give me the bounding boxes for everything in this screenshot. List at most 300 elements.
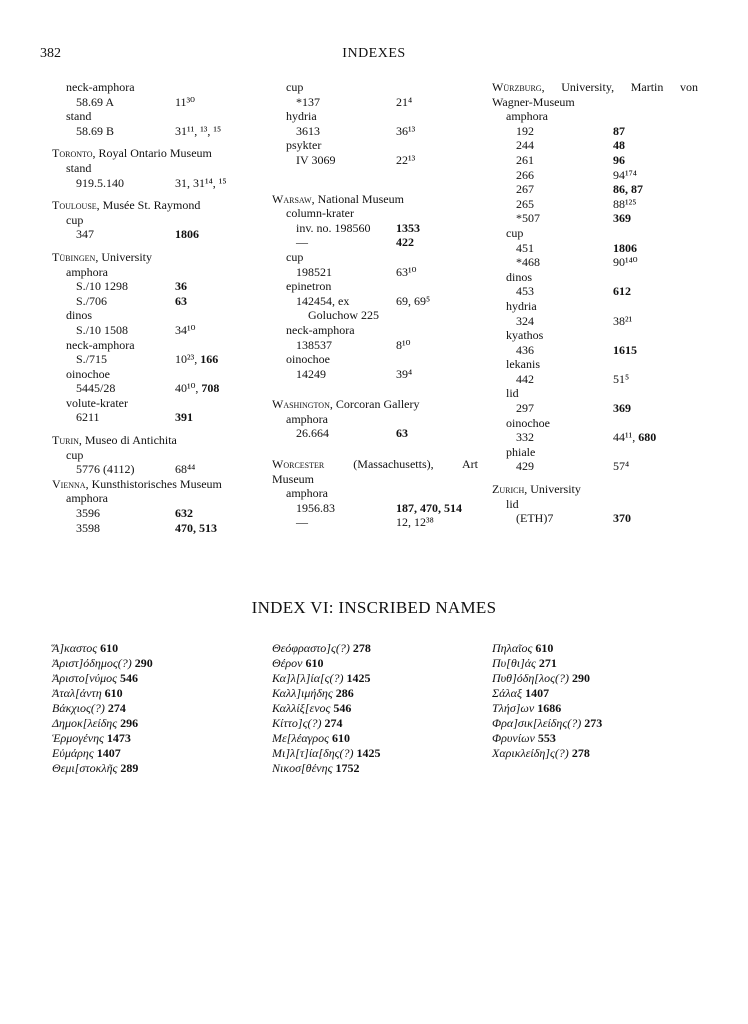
- greek-name: Δημοκ[λείδης: [52, 716, 118, 730]
- entry-label: 3596: [76, 506, 100, 521]
- name-reference: 278: [349, 641, 371, 655]
- entry-label: Würzburg, University, Martin von: [492, 80, 698, 94]
- inventory-entry: [492, 343, 700, 358]
- names-column-3: [492, 641, 602, 761]
- entry-label: *137: [296, 94, 320, 109]
- reference-number: 69, 69⁵: [396, 293, 431, 308]
- collection-heading: [492, 80, 700, 95]
- entry-label: cup: [506, 225, 524, 240]
- reference-number: 1806: [613, 240, 637, 255]
- inventory-entry: [272, 235, 472, 250]
- inventory-entry: [272, 515, 472, 530]
- entry-label: amphora: [286, 411, 328, 426]
- inscribed-name-entry: [272, 671, 381, 686]
- entry-label: amphora: [506, 109, 548, 124]
- vase-type: [52, 213, 258, 228]
- greek-name: Σάλαξ: [492, 686, 523, 700]
- inscribed-name-entry: [272, 686, 381, 701]
- entry-label: 436: [516, 342, 534, 357]
- name-reference: 274: [104, 701, 126, 715]
- entry-label: amphora: [286, 486, 328, 501]
- greek-name: Καλλίξ[ενος: [272, 701, 331, 715]
- entry-label: 451: [516, 240, 534, 255]
- spacer: [272, 168, 472, 176]
- name-reference: 1752: [332, 761, 360, 775]
- entry-label: cup: [286, 249, 304, 264]
- names-column-1: [52, 641, 153, 776]
- reference-number: 11³⁰: [175, 94, 195, 109]
- inscribed-name-entry: [272, 761, 381, 776]
- inscribed-name-entry: [272, 746, 381, 761]
- inventory-entry: [492, 372, 700, 387]
- inventory-entry: [272, 338, 472, 353]
- entry-label: 332: [516, 430, 534, 445]
- reference-number: 38²¹: [613, 313, 633, 328]
- inventory-entry: [52, 294, 258, 309]
- greek-name: Εὐμάρης: [52, 746, 94, 760]
- entry-label: lid: [506, 386, 519, 401]
- collection-heading: [492, 95, 700, 110]
- greek-name: Κίττο]ς(?): [272, 716, 322, 730]
- inventory-entry: [52, 95, 258, 110]
- vase-type: [272, 323, 472, 338]
- inventory-entry: [272, 153, 472, 168]
- inscribed-name-entry: [492, 671, 602, 686]
- entry-label: 324: [516, 313, 534, 328]
- entry-label: 3613: [296, 123, 320, 138]
- greek-name: Πυθ]όδη[λος(?): [492, 671, 569, 685]
- inscribed-name-entry: [52, 641, 153, 656]
- entry-label: Washington, Corcoran Gallery: [272, 397, 420, 412]
- entry-label: 244: [516, 138, 534, 153]
- vase-type: [492, 357, 700, 372]
- greek-name: Τλήσ]ων: [492, 701, 535, 715]
- name-reference: 1407: [93, 746, 121, 760]
- reference-number: 1353: [396, 220, 420, 235]
- spacer: [52, 242, 258, 250]
- inventory-entry: [52, 176, 258, 191]
- inventory-entry: [52, 410, 258, 425]
- entry-label: stand: [66, 109, 92, 124]
- vase-type: [52, 265, 258, 280]
- reference-number: 391: [175, 410, 193, 425]
- inscribed-name-entry: [272, 641, 381, 656]
- vase-type: [52, 448, 258, 463]
- vase-type: [492, 226, 700, 241]
- entry-label: volute-krater: [66, 395, 128, 410]
- inventory-entry: [52, 124, 258, 139]
- inscribed-name-entry: [272, 716, 381, 731]
- reference-number: 31, 31¹⁴, ¹⁵: [175, 175, 227, 190]
- entry-label: 138537: [296, 337, 332, 352]
- greek-name: Πυ[θι]ἀς: [492, 656, 536, 670]
- entry-label: hydria: [506, 298, 537, 313]
- inventory-entry: [52, 506, 258, 521]
- entry-label: S./10 1298: [76, 279, 129, 294]
- entry-label: (ETH)7: [516, 511, 554, 526]
- collection-heading: [52, 198, 258, 213]
- vase-type: [272, 250, 472, 265]
- entry-label: neck-amphora: [66, 337, 135, 352]
- inscribed-name-entry: [492, 731, 602, 746]
- running-title: INDEXES: [342, 46, 406, 61]
- name-reference: 546: [330, 701, 352, 715]
- collection-heading: [52, 146, 258, 161]
- reference-number: 40¹⁰, 708: [175, 381, 220, 396]
- reference-number: 57⁴: [613, 459, 630, 474]
- vase-type: [52, 308, 258, 323]
- reference-number: 612: [613, 284, 631, 299]
- vase-type: [52, 161, 258, 176]
- names-column-2: [272, 641, 381, 776]
- inventory-entry: [52, 381, 258, 396]
- entry-label: lid: [506, 496, 519, 511]
- entry-label: cup: [66, 212, 84, 227]
- greek-name: Μι]λ[τ]ία[δης(?): [272, 746, 354, 760]
- entry-label: lekanis: [506, 357, 540, 372]
- greek-name: Πηλαῖος: [492, 641, 533, 655]
- reference-number: 44¹¹, 680: [613, 430, 657, 445]
- inventory-entry: [492, 255, 700, 270]
- entry-label: Goluchow 225: [308, 308, 379, 323]
- reference-number: 1806: [175, 227, 199, 242]
- museum-column-3: [492, 80, 700, 526]
- inventory-entry: [492, 511, 700, 526]
- vase-type: [492, 497, 700, 512]
- entry-label: cup: [286, 80, 304, 94]
- inventory-entry: [272, 95, 472, 110]
- vase-type: [52, 338, 258, 353]
- reference-number: 63: [175, 293, 187, 308]
- reference-number: 63¹⁰: [396, 264, 417, 279]
- spacer: [52, 425, 258, 433]
- name-reference: 289: [117, 761, 139, 775]
- entry-label: Vienna, Kunsthistorisches Museum: [52, 476, 222, 491]
- reference-number: 470, 513: [175, 520, 217, 535]
- name-reference: 278: [568, 746, 590, 760]
- greek-name: Φρα]σικ[λείδης(?): [492, 716, 582, 730]
- entry-label: Worcester (Massachusetts), Art: [272, 457, 478, 472]
- reference-number: 36: [175, 279, 187, 294]
- name-reference: 290: [569, 671, 590, 685]
- collection-heading: [272, 397, 472, 412]
- inventory-entry: [492, 197, 700, 212]
- entry-label: amphora: [66, 264, 108, 279]
- entry-label: 429: [516, 459, 534, 474]
- entry-label: 5445/28: [76, 381, 116, 396]
- entry-label: neck-amphora: [66, 80, 135, 94]
- reference-number: 86, 87: [613, 182, 643, 197]
- name-reference: 610: [532, 641, 554, 655]
- greek-name: Θεόφραστο]ς(?): [272, 641, 350, 655]
- reference-number: 632: [175, 506, 193, 521]
- reference-number: 36¹³: [396, 123, 416, 138]
- inscribed-name-entry: [492, 656, 602, 671]
- reference-number: 422: [396, 235, 414, 250]
- name-reference: 610: [101, 686, 123, 700]
- greek-name: Θεμι[στοκλῆς: [52, 761, 118, 775]
- entry-label: oinochoe: [506, 415, 550, 430]
- spacer: [272, 389, 472, 397]
- inventory-entry: [492, 314, 700, 329]
- inventory-entry: [272, 221, 472, 236]
- inscribed-name-entry: [52, 671, 153, 686]
- inventory-entry: [492, 430, 700, 445]
- spacer: [52, 190, 258, 198]
- inventory-entry: [492, 138, 700, 153]
- vase-type: [272, 138, 472, 153]
- inventory-entry: [52, 352, 258, 367]
- entry-label: psykter: [286, 138, 322, 153]
- collection-heading: [272, 472, 472, 487]
- vase-type: [52, 367, 258, 382]
- collection-heading: [272, 457, 478, 472]
- entry-label: Warsaw, National Museum: [272, 191, 404, 206]
- entry-label: S./706: [76, 293, 108, 308]
- entry-label: 919.5.140: [76, 175, 124, 190]
- greek-name: Ἅ]καστος: [52, 641, 98, 655]
- vase-type: [272, 352, 472, 367]
- reference-number: 1615: [613, 342, 637, 357]
- entry-label: Zurich, University: [492, 482, 581, 497]
- spacer: [52, 138, 258, 146]
- reference-number: 51⁵: [613, 371, 630, 386]
- name-reference: 546: [117, 671, 139, 685]
- inscribed-name-entry: [492, 716, 602, 731]
- entry-label: 347: [76, 227, 94, 242]
- entry-label: 198521: [296, 264, 332, 279]
- vase-type: [492, 416, 700, 431]
- name-reference: 286: [332, 686, 354, 700]
- vase-type: [272, 206, 472, 221]
- museum-column-1: [52, 80, 258, 535]
- inventory-entry: [492, 182, 700, 197]
- vase-type: [52, 491, 258, 506]
- entry-label: dinos: [66, 308, 93, 323]
- entry-label: kyathos: [506, 328, 544, 343]
- vase-type: [272, 279, 472, 294]
- spacer: [272, 449, 472, 457]
- entry-label: S./715: [76, 352, 108, 367]
- entry-label: 192: [516, 123, 534, 138]
- name-reference: 1425: [343, 671, 371, 685]
- entry-label: 3598: [76, 520, 100, 535]
- entry-label: Toronto, Royal Ontario Museum: [52, 146, 212, 161]
- reference-number: 369: [613, 401, 631, 416]
- inventory-entry: [272, 426, 472, 441]
- inscribed-name-entry: [272, 701, 381, 716]
- reference-number: 39⁴: [396, 366, 413, 381]
- inscribed-name-entry: [52, 686, 153, 701]
- inscribed-name-entry: [52, 731, 153, 746]
- greek-name: Με[λέαγρος: [272, 731, 329, 745]
- vase-type: [52, 109, 258, 124]
- inscribed-name-entry: [52, 746, 153, 761]
- reference-number: 68⁴⁴: [175, 462, 196, 477]
- greek-name: Χαρικλείδη]ς(?): [492, 746, 569, 760]
- reference-number: 187, 470, 514: [396, 500, 462, 515]
- collection-heading: [492, 482, 700, 497]
- entry-label: phiale: [506, 444, 536, 459]
- vase-type: [272, 412, 472, 427]
- name-reference: 1425: [353, 746, 381, 760]
- entry-label: 14249: [296, 366, 326, 381]
- entry-label: S./10 1508: [76, 322, 129, 337]
- reference-number: 88¹²⁵: [613, 196, 637, 211]
- reference-number: 31¹¹, ¹³, ¹⁵: [175, 123, 222, 138]
- inscribed-name-entry: [52, 761, 153, 776]
- spacer: [272, 176, 472, 184]
- name-reference: 290: [131, 656, 153, 670]
- name-reference: 610: [328, 731, 350, 745]
- vase-type: [492, 299, 700, 314]
- greek-name: Ἀταλ[άντη: [52, 686, 102, 700]
- entry-label: IV 3069: [296, 152, 336, 167]
- vase-type: [492, 386, 700, 401]
- entry-label: stand: [66, 160, 92, 175]
- entry-label: 453: [516, 284, 534, 299]
- entry-label: 1956.83: [296, 500, 335, 515]
- name-reference: 271: [535, 656, 557, 670]
- entry-label: oinochoe: [66, 366, 110, 381]
- reference-number: 10²³, 166: [175, 352, 219, 367]
- vase-type: [52, 80, 258, 95]
- inventory-entry: [492, 211, 700, 226]
- greek-name: Καλλ]ιμήδης: [272, 686, 333, 700]
- entry-label: —: [296, 235, 308, 250]
- reference-number: 22¹³: [396, 152, 416, 167]
- entry-label: 265: [516, 196, 534, 211]
- reference-number: 48: [613, 138, 625, 153]
- entry-label: epinetron: [286, 279, 332, 294]
- reference-number: 12, 12³⁸: [396, 515, 434, 530]
- spacer: [492, 474, 700, 482]
- spacer: [272, 441, 472, 449]
- inventory-entry: [272, 265, 472, 280]
- name-reference: 273: [581, 716, 603, 730]
- inventory-entry: [272, 367, 472, 382]
- inscribed-name-entry: [492, 701, 602, 716]
- vase-type: [492, 328, 700, 343]
- entry-label: 58.69 B: [76, 123, 115, 138]
- inventory-entry: [272, 294, 472, 309]
- inscribed-name-entry: [492, 641, 602, 656]
- greek-name: Ἑρμογένης: [52, 731, 104, 745]
- vase-type: [492, 270, 700, 285]
- greek-name: Φρυνίων: [492, 731, 535, 745]
- reference-number: 8¹⁰: [396, 337, 411, 352]
- collection-heading: [52, 250, 258, 265]
- inventory-entry: [52, 462, 258, 477]
- entry-label: *468: [516, 255, 540, 270]
- entry-label: *507: [516, 211, 540, 226]
- vase-type: [52, 396, 258, 411]
- entry-label: 266: [516, 167, 534, 182]
- inventory-entry: [492, 153, 700, 168]
- entry-label: Turin, Museo di Antichita: [52, 433, 177, 448]
- greek-name: Κα]λ[λ]ία[ς(?): [272, 671, 344, 685]
- reference-number: 370: [613, 511, 631, 526]
- entry-label: inv. no. 198560: [296, 220, 371, 235]
- inventory-entry: [492, 124, 700, 139]
- reference-number: 369: [613, 211, 631, 226]
- entry-label: 58.69 A: [76, 94, 115, 109]
- inscribed-name-entry: [52, 716, 153, 731]
- section-title: INDEX VI: INSCRIBED NAMES: [251, 598, 497, 617]
- entry-label: 261: [516, 152, 534, 167]
- name-reference: 274: [321, 716, 343, 730]
- entry-label: hydria: [286, 109, 317, 124]
- entry-label: 442: [516, 371, 534, 386]
- vase-type: [492, 109, 700, 124]
- name-reference: 1686: [534, 701, 562, 715]
- greek-name: Θέρον: [272, 656, 303, 670]
- inventory-entry: [272, 501, 472, 516]
- collection-heading: [272, 192, 472, 207]
- entry-label: 267: [516, 182, 534, 197]
- inscribed-name-entry: [492, 686, 602, 701]
- museum-column-2: [272, 80, 478, 530]
- greek-name: Ἀριστο[νύμος: [52, 671, 118, 685]
- spacer: [272, 381, 472, 389]
- name-reference: 296: [117, 716, 139, 730]
- reference-number: 21⁴: [396, 94, 413, 109]
- inscribed-name-entry: [52, 701, 153, 716]
- name-reference: 610: [97, 641, 119, 655]
- inventory-entry: [492, 284, 700, 299]
- entry-label: 5776 (4112): [76, 462, 135, 477]
- spacer: [272, 184, 472, 192]
- inventory-entry: [492, 459, 700, 474]
- inventory-entry: [52, 521, 258, 536]
- inventory-entry: [492, 168, 700, 183]
- entry-label: Museum: [272, 471, 314, 486]
- entry-label: 6211: [76, 410, 100, 425]
- vase-type: [492, 445, 700, 460]
- inscribed-name-entry: [52, 656, 153, 671]
- inventory-entry: [52, 227, 258, 242]
- vase-type: [272, 109, 472, 124]
- entry-label: cup: [66, 447, 84, 462]
- entry-label: 26.664: [296, 426, 329, 441]
- inventory-entry: [492, 241, 700, 256]
- greek-name: Νικοσ[θένης: [272, 761, 333, 775]
- name-reference: 1407: [522, 686, 550, 700]
- inventory-entry: [492, 401, 700, 416]
- vase-type: [272, 80, 472, 95]
- entry-label: oinochoe: [286, 352, 330, 367]
- inscribed-name-entry: [492, 746, 602, 761]
- inventory-entry: [52, 323, 258, 338]
- reference-number: 90¹⁴⁰: [613, 255, 638, 270]
- reference-number: 87: [613, 123, 625, 138]
- vase-type: [272, 486, 472, 501]
- entry-label: dinos: [506, 269, 533, 284]
- name-reference: 1473: [103, 731, 131, 745]
- entry-label: Wagner-Museum: [492, 94, 575, 109]
- collection-heading: [52, 477, 258, 492]
- inscribed-name-entry: [272, 731, 381, 746]
- inventory-entry: [52, 279, 258, 294]
- entry-label: 142454, ex: [296, 293, 350, 308]
- name-reference: 610: [302, 656, 324, 670]
- inscribed-name-entry: [272, 656, 381, 671]
- inventory-entry: [272, 308, 472, 323]
- reference-number: 63: [396, 426, 408, 441]
- collection-heading: [52, 433, 258, 448]
- entry-label: column-krater: [286, 206, 354, 221]
- entry-label: —: [296, 515, 308, 530]
